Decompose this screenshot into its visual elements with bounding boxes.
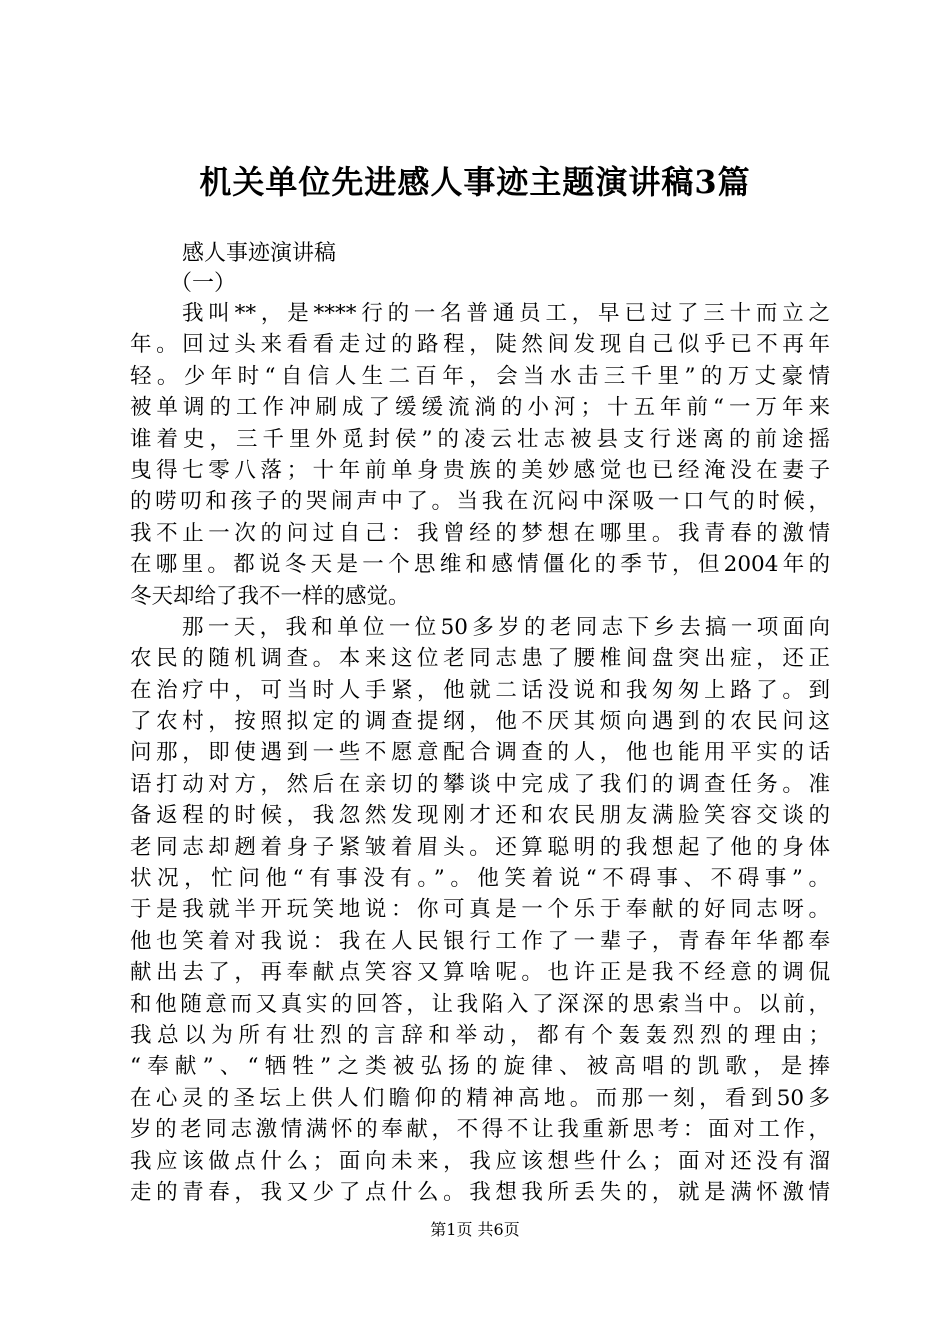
document-subtitle: 感人事迹演讲稿 (182, 241, 337, 266)
paragraph-line: 农民的随机调查。本来这位老同志患了腰椎间盘突出症，还正 (130, 646, 830, 672)
paragraph-line: 语打动对方，然后在亲切的攀谈中完成了我们的调查任务。准 (130, 771, 830, 797)
paragraph-line: “奉献”、“牺牲”之类被弘扬的旋律、被高唱的凯歌，是捧 (130, 1054, 830, 1080)
paragraph-line: 于是我就半开玩笑地说：你可真是一个乐于奉献的好同志呀。 (130, 897, 830, 923)
paragraph-line: 谁着史，三千里外觅封侯”的凌云壮志被县支行迷离的前途摇 (130, 426, 830, 452)
paragraph-line: 我不止一次的问过自己：我曾经的梦想在哪里。我青春的激情 (130, 520, 830, 546)
paragraph-line: 年。回过头来看看走过的路程，陡然间发现自己似乎已不再年 (130, 332, 830, 358)
paragraph-line: 我叫**，是****行的一名普通员工，早已过了三十而立之 (182, 301, 830, 326)
document-title: 机关单位先进感人事迹主题演讲稿3篇 (199, 163, 751, 201)
paragraph-line: 的唠叨和孩子的哭闹声中了。当我在沉闷中深吸一口气的时候， (130, 489, 830, 515)
paragraph-line: 在哪里。都说冬天是一个思维和感情僵化的季节，但2004年的 (130, 552, 830, 578)
document-body (130, 298, 830, 1208)
paragraph-line: 献出去了，再奉献点笑容又算啥呢。也许正是我不经意的调侃 (130, 960, 830, 986)
paragraph-line: 和他随意而又真实的回答，让我陷入了深深的思索当中。以前， (130, 991, 830, 1017)
paragraph-line: 在心灵的圣坛上供人们瞻仰的精神高地。而那一刻，看到50多 (130, 1085, 830, 1111)
paragraph-line: 我应该做点什么；面向未来，我应该想些什么；面对还没有溜 (130, 1148, 830, 1174)
paragraph-line: 那一天，我和单位一位50多岁的老同志下乡去搞一项面向 (182, 614, 830, 640)
paragraph-line: 了农村，按照拟定的调查提纲，他不厌其烦向遇到的农民问这 (130, 709, 830, 735)
section-marker: （一） (170, 271, 237, 296)
paragraph-line: 老同志却趔着身子紧皱着眉头。还算聪明的我想起了他的身体 (130, 834, 830, 860)
paragraph-line: 曳得七零八落；十年前单身贵族的美妙感觉也已经淹没在妻子 (130, 457, 830, 483)
paragraph-line: 被单调的工作冲刷成了缓缓流淌的小河；十五年前“一万年来 (130, 395, 830, 421)
paragraph-line: 冬天却给了我不一样的感觉。 (130, 583, 410, 609)
paragraph-line: 状况，忙问他“有事没有。”。他笑着说“不碍事、不碍事”。 (130, 866, 830, 892)
paragraph-line: 备返程的时候，我忽然发现刚才还和农民朋友满脸笑容交谈的 (130, 803, 830, 829)
paragraph-line: 我总以为所有壮烈的言辞和举动，都有个轰轰烈烈的理由； (130, 1022, 830, 1048)
page-number-footer: 第1页 共6页 (430, 1220, 520, 1239)
paragraph-line: 走的青春，我又少了点什么。我想我所丢失的，就是满怀激情 (130, 1179, 830, 1205)
paragraph-line: 他也笑着对我说：我在人民银行工作了一辈子，青春年华都奉 (130, 928, 830, 954)
paragraph-line: 问那，即使遇到一些不愿意配合调查的人，他也能用平实的话 (130, 740, 830, 766)
paragraph-line: 岁的老同志激情满怀的奉献，不得不让我重新思考：面对工作， (130, 1117, 830, 1143)
paragraph-line: 在治疗中，可当时人手紧，他就二话没说和我匆匆上路了。到 (130, 677, 830, 703)
paragraph-line: 轻。少年时“自信人生二百年，会当水击三千里”的万丈豪情 (130, 363, 830, 389)
